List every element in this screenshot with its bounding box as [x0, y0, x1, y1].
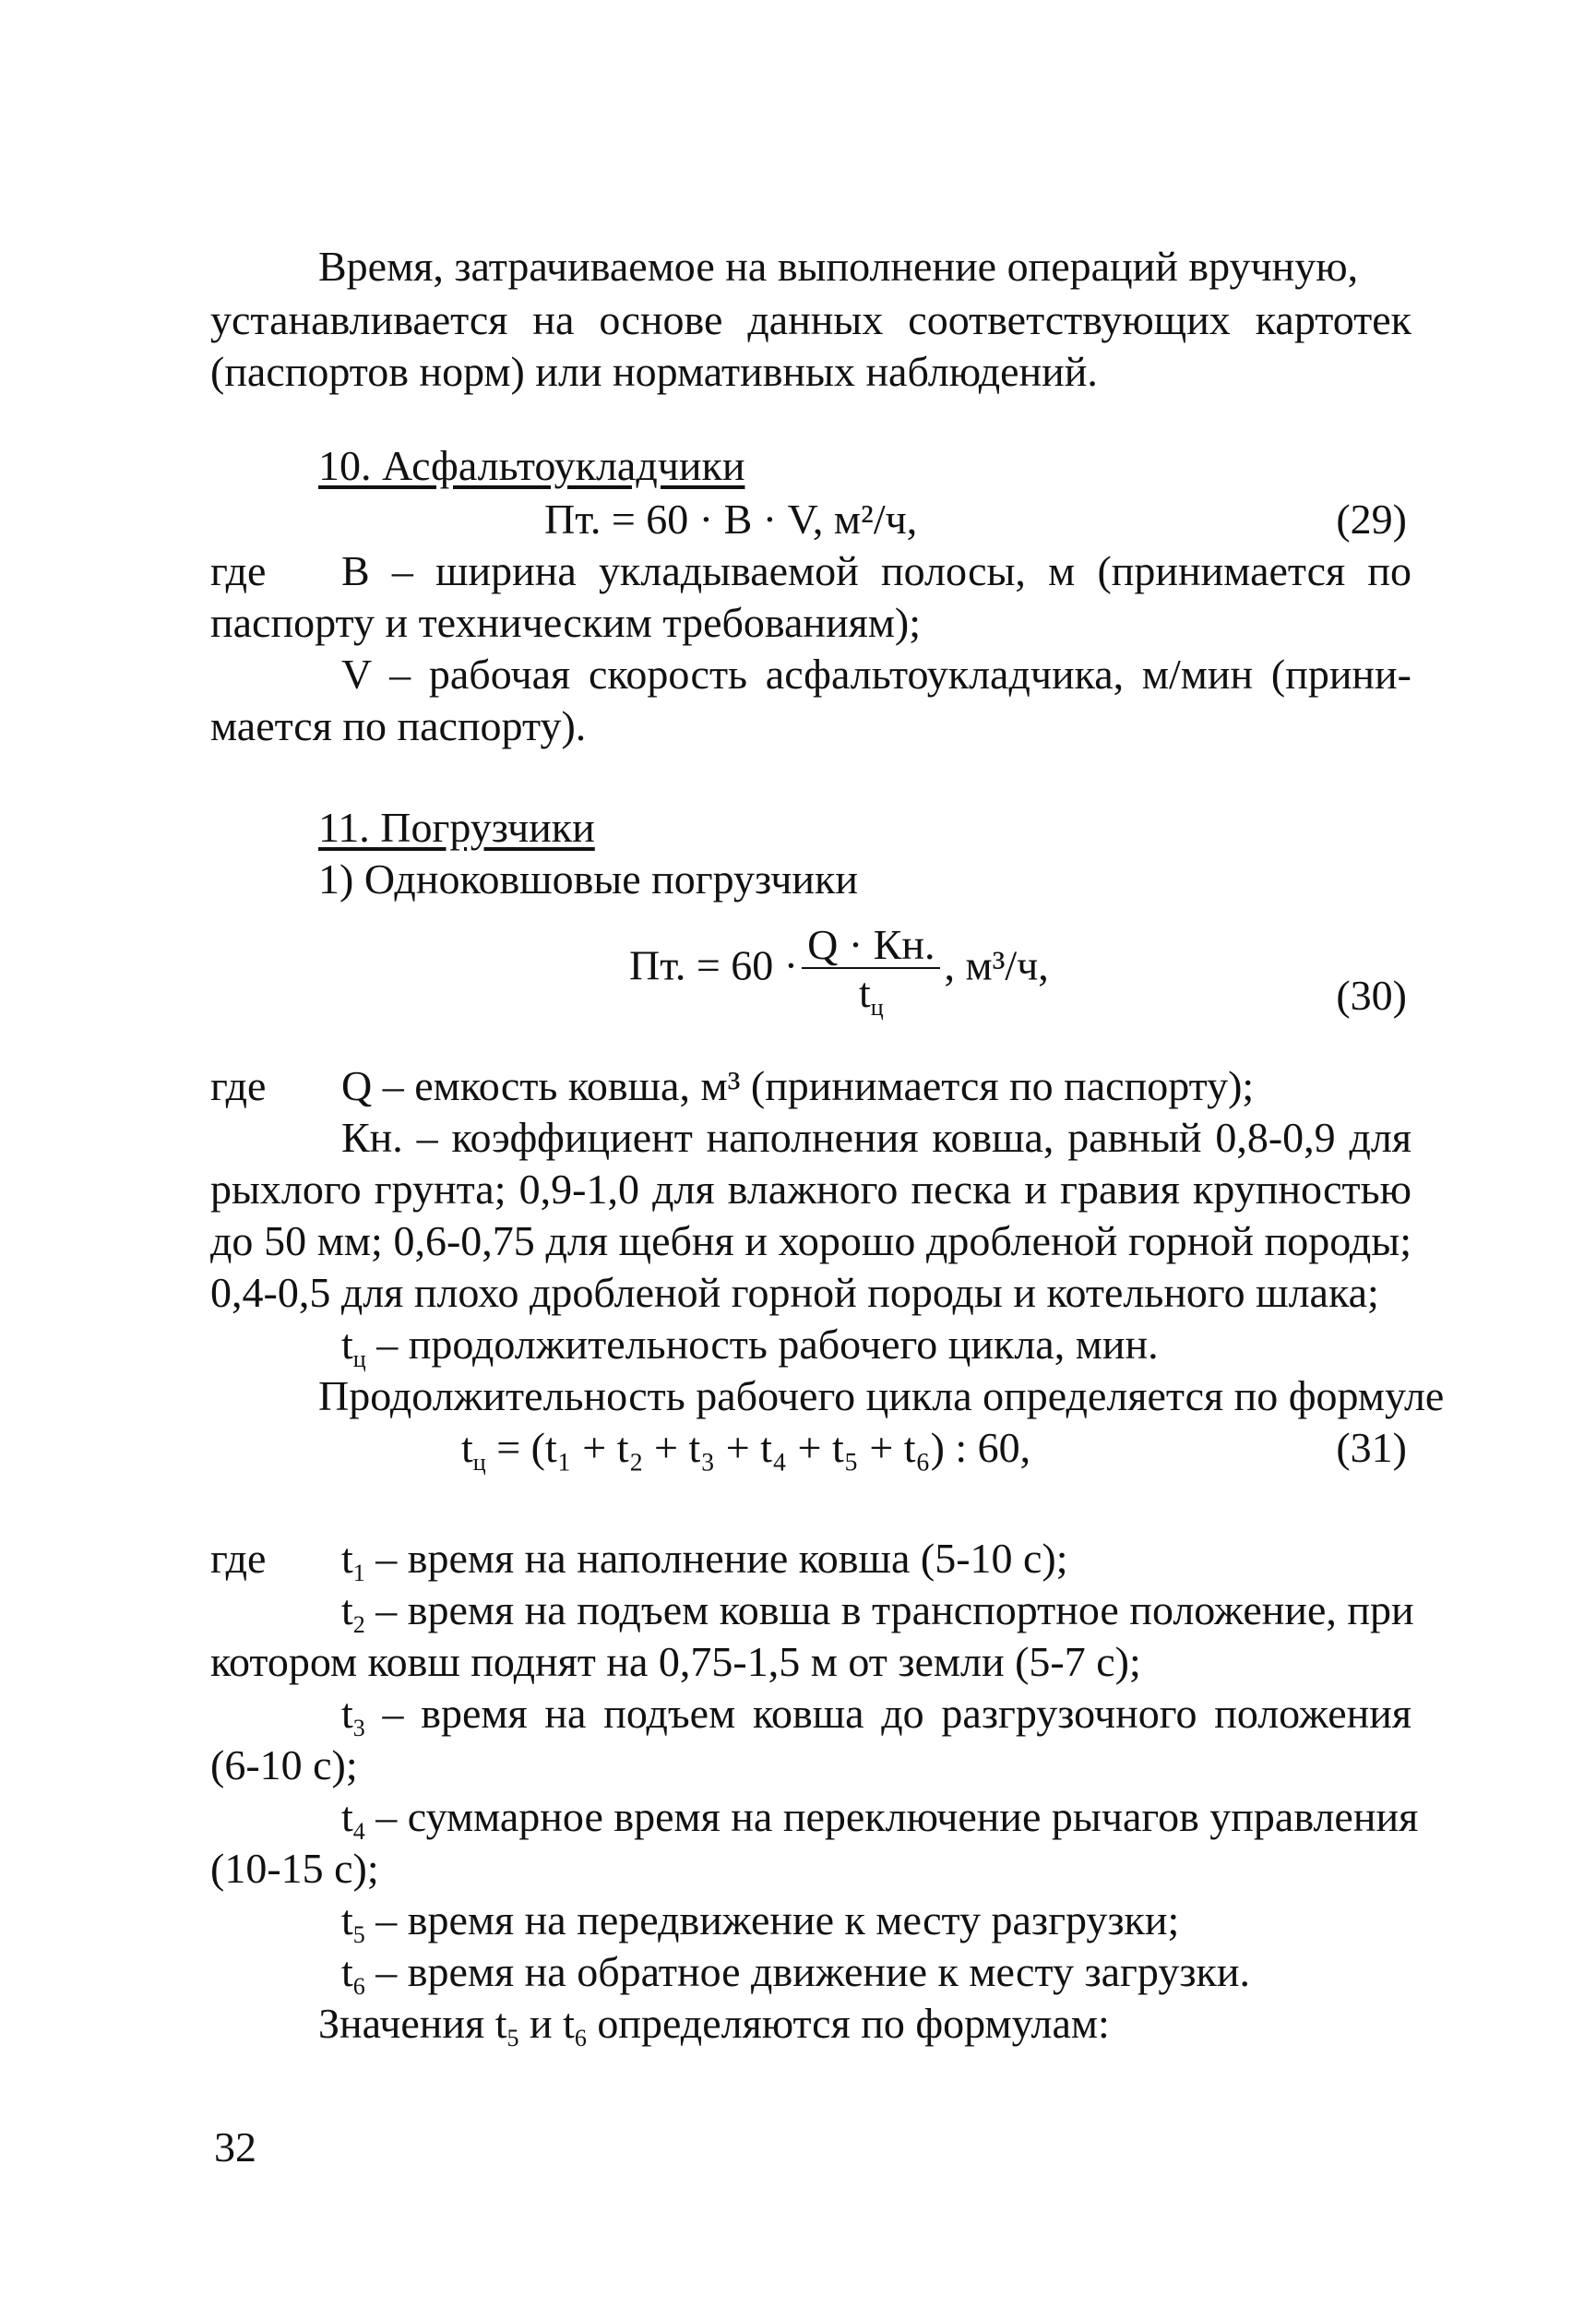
var-t4-text: – суммарное время на переключение рычагов управления — [375, 1793, 1419, 1840]
var-t3-text: – время на подъем ковша до разгрузочного положения — [382, 1690, 1412, 1737]
page-number: 32 — [214, 2123, 256, 2170]
intro-line-2: устанавливается на основе данных соответствующих картотек — [210, 296, 1411, 343]
var-kn-line-2: рыхлого грунта; 0,9-1,0 для влажного песка и гравия крупностью — [210, 1166, 1411, 1213]
var-q: Q – емкость ковша, м³ (принимается по паспорту); — [341, 1062, 1255, 1109]
formula-31: $t_ц = (t_1 + t_2 + t_3 + t_4 + t_5 + t_6)$ : 60, — [461, 1424, 1031, 1476]
var-v-line-2: мается по паспорту). — [210, 702, 587, 749]
var-v-line-1: V – рабочая скорость асфальтоукладчика, м/мин (прини- — [341, 651, 1411, 698]
var-t4-line-1: $t_4$ – суммарное время на переключение рычагов управления — [341, 1793, 1419, 1845]
values-intro-c: определяются по формулам: — [597, 2000, 1110, 2047]
var-t1-text: – время на наполнение ковша (5-10 с); — [375, 1535, 1068, 1582]
section-11-subheading: 1) Одноковшовые погрузчики — [318, 855, 858, 903]
where-label-10: где — [210, 547, 267, 594]
formula-30-right: , м³/ч, — [944, 941, 1049, 989]
formula-30-denominator — [802, 969, 940, 1021]
var-t2-line-2: котором ковш поднят на 0,75-1,5 м от земли (5-7 с); — [210, 1638, 1141, 1685]
formula-30-fraction — [802, 921, 940, 1021]
intro-line-3: (паспортов норм) или нормативных наблюдений. — [210, 348, 1098, 395]
var-t6-text: – время на обратное движение к месту загрузки. — [375, 1948, 1250, 1995]
t-symbol: t — [858, 969, 871, 1016]
var-t3-line-2: (6-10 с); — [210, 1741, 358, 1788]
var-t4-line-2: (10-15 с); — [210, 1845, 379, 1892]
subscript-c: ц — [870, 994, 884, 1021]
var-b-line-1: В – ширина укладываемой полосы, м (принимается по — [341, 547, 1411, 594]
formula-30-left: Пт. = 60 · — [629, 941, 799, 989]
formula-30 — [629, 921, 1049, 1021]
var-t2-line-1: $t_2$ – время на подъем ковша в транспортное положение, при — [341, 1586, 1414, 1638]
formula-30-numerator: Q · Кн. — [802, 923, 940, 969]
var-t1: $t_1$ – время на наполнение ковша (5-10 с); — [341, 1535, 1068, 1586]
var-tc: $t_ц$ – продолжительность рабочего цикла, мин. — [341, 1321, 1159, 1372]
var-t3-line-1: $t_3$ – время на подъем ковша до разгрузочного положения — [341, 1690, 1412, 1741]
var-kn-line-1: Кн. – коэффициент наполнения ковша, равный 0,8-0,9 для — [341, 1114, 1411, 1161]
values-intro-a: Значения — [318, 2000, 485, 2047]
eq-number-29: (29) — [1336, 496, 1407, 543]
var-kn-line-3: до 50 мм; 0,6-0,75 для щебня и хорошо дробленой горной породы; — [210, 1217, 1411, 1264]
eq-number-30: (30) — [1336, 972, 1407, 1019]
section-10-heading: 10. Асфальтоукладчики — [318, 442, 745, 489]
values-intro: Значения $t_5$ и $t_6$ определяются по формулам: — [318, 2000, 1110, 2051]
var-t5: $t_5$ – время на передвижение к месту разгрузки; — [341, 1896, 1180, 1948]
eq-number-31: (31) — [1336, 1424, 1407, 1471]
var-kn-line-4: 0,4-0,5 для плохо дробленой горной породы и котельного шлака; — [210, 1269, 1379, 1316]
values-intro-b: и — [529, 2000, 553, 2047]
var-t6: $t_6$ – время на обратное движение к месту загрузки. — [341, 1948, 1250, 2000]
where-label-31: где — [210, 1535, 267, 1582]
var-t2-text: – время на подъем ковша в транспортное положение, при — [375, 1586, 1414, 1633]
var-t5-text: – время на передвижение к месту разгрузки; — [375, 1896, 1180, 1943]
intro-line-1: Время, затрачиваемое на выполнение операций вручную, — [318, 243, 1359, 290]
var-b-line-2: паспорту и техническим требованиям); — [210, 599, 922, 646]
formula-31-body: = (t₁ + t₂ + t₃ + t₄ + t₅ + t₆) : 60, — [496, 1424, 1031, 1471]
cycle-intro: Продолжительность рабочего цикла определяется по формуле — [318, 1372, 1445, 1419]
var-tc-text: – продолжительность рабочего цикла, мин. — [376, 1321, 1159, 1368]
formula-29: Пт. = 60 · В · V, м²/ч, — [544, 496, 918, 543]
where-label-11: где — [210, 1062, 267, 1109]
section-11-heading: 11. Погрузчики — [318, 804, 595, 851]
